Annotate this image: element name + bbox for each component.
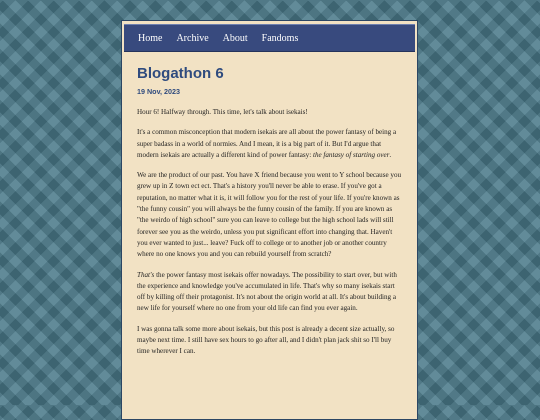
paragraph-2-text: It's a common misconception that modern isekais are all about the power fantasy of being a super badass in a world of normies. And I mean, it is a big part of it. But I'd argue that modern isekais are actually a different kind of power fantasy: <box>137 128 397 159</box>
post-content <box>122 52 417 358</box>
post-paragraph-4 <box>137 270 402 315</box>
post-date: 19 Nov, 2023 <box>137 87 181 96</box>
post-paragraph-2 <box>137 127 402 161</box>
post-paragraph-3: We are the product of our past. You have X friend because you went to Y school because you grew up in Z town ect ect. That's a history you'll never be able to erase. If you've got a reputation, no matter what it is, it will follow you for the rest of your life. If you're known as "the funny cousin" you will always be the funny cousin of the family. If you are known as "the weirdo of high school" sure you can leave to college but the high school lads will still forever see you as the weirdo, unless you put significant effort into changing that. Haven't you ever wanted to just... leave? Fuck off to college or to another job or another country where no one knows you and you can rebuild yourself from scratch? <box>137 171 402 259</box>
paragraph-2-emphasis: the fantasy of starting over <box>312 150 390 159</box>
post-paragraph-5: I was gonna talk some more about isekais, but this post is already a decent size actually, so maybe next time. I still have sex hours to go after all, and I didn't plan jack shit so I'll buy time wherever I can. <box>137 324 395 356</box>
nav-fandoms-link[interactable]: Fandoms <box>261 32 299 44</box>
paragraph-4-emphasis: That's <box>137 270 155 279</box>
paragraph-4-text: the power fantasy most isekais offer nowadays. The possibility to start over, but with the experience and knowledge you've accumulated in life. That's why so many isekais start off by killing off their protagonist. It's not about the origin world at all. It's about building a new life for yourself where no one from your old life can find you ever again. <box>137 270 397 313</box>
post-paragraph-1: Hour 6! Halfway through. This time, let's talk about isekais! <box>137 108 308 116</box>
paragraph-2-end: . <box>389 150 392 159</box>
post-title: Blogathon 6 <box>137 65 224 82</box>
nav-about-link[interactable]: About <box>222 32 248 44</box>
nav-home-link[interactable]: Home <box>138 32 163 44</box>
nav-archive-link[interactable]: Archive <box>176 32 209 44</box>
top-nav <box>124 24 415 52</box>
blog-page <box>121 20 418 420</box>
